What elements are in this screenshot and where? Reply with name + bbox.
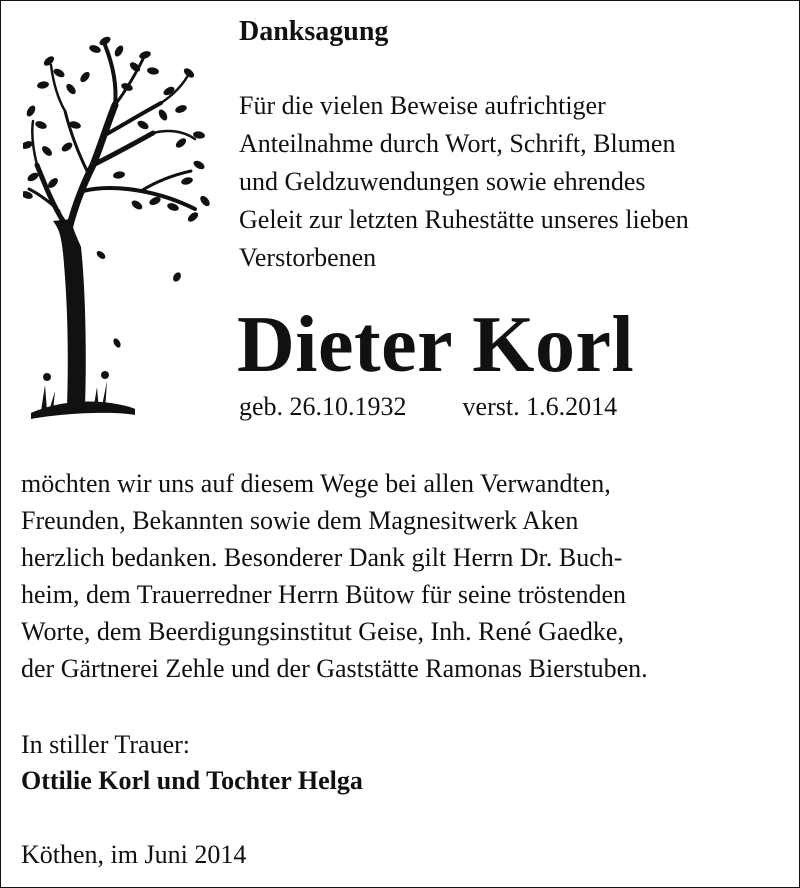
intro-paragraph — [239, 87, 789, 277]
deceased-name: Dieter Korl — [237, 301, 635, 389]
intro-line: Anteilnahme durch Wort, Schrift, Blumen — [239, 129, 676, 158]
life-dates — [239, 389, 617, 425]
body-line: der Gärtnerei Zehle und der Gaststätte Ramonas Bierstuben. — [21, 654, 648, 683]
thanks-paragraph — [21, 465, 791, 687]
intro-line: Verstorbenen — [239, 243, 377, 272]
tree-illustration-icon — [23, 15, 213, 435]
heading-danksagung: Danksagung — [239, 16, 389, 47]
mourning-label: In stiller Trauer: — [21, 730, 190, 759]
body-line: herzlich bedanken. Besonderer Dank gilt Herrn Dr. Buch- — [21, 543, 623, 572]
birth-date: geb. 26.10.1932 — [239, 392, 407, 421]
body-line: möchten wir uns auf diesem Wege bei allen Verwandten, — [21, 469, 611, 498]
body-line: heim, dem Trauerredner Herrn Bütow für seine tröstenden — [21, 580, 627, 609]
place-and-date: Köthen, im Juni 2014 — [21, 840, 247, 869]
death-date: verst. 1.6.2014 — [462, 392, 618, 421]
intro-line: und Geldzuwendungen sowie ehrendes — [239, 167, 646, 196]
body-line: Freunden, Bekannten sowie dem Magnesitwerk Aken — [21, 506, 579, 535]
intro-line: Geleit zur letzten Ruhestätte unseres lieben — [239, 205, 689, 234]
body-line: Worte, dem Beerdigungsinstitut Geise, Inh. René Gaedke, — [21, 617, 624, 646]
intro-line: Für die vielen Beweise aufrichtiger — [239, 91, 606, 120]
mourners-names: Ottilie Korl und Tochter Helga — [21, 766, 363, 795]
